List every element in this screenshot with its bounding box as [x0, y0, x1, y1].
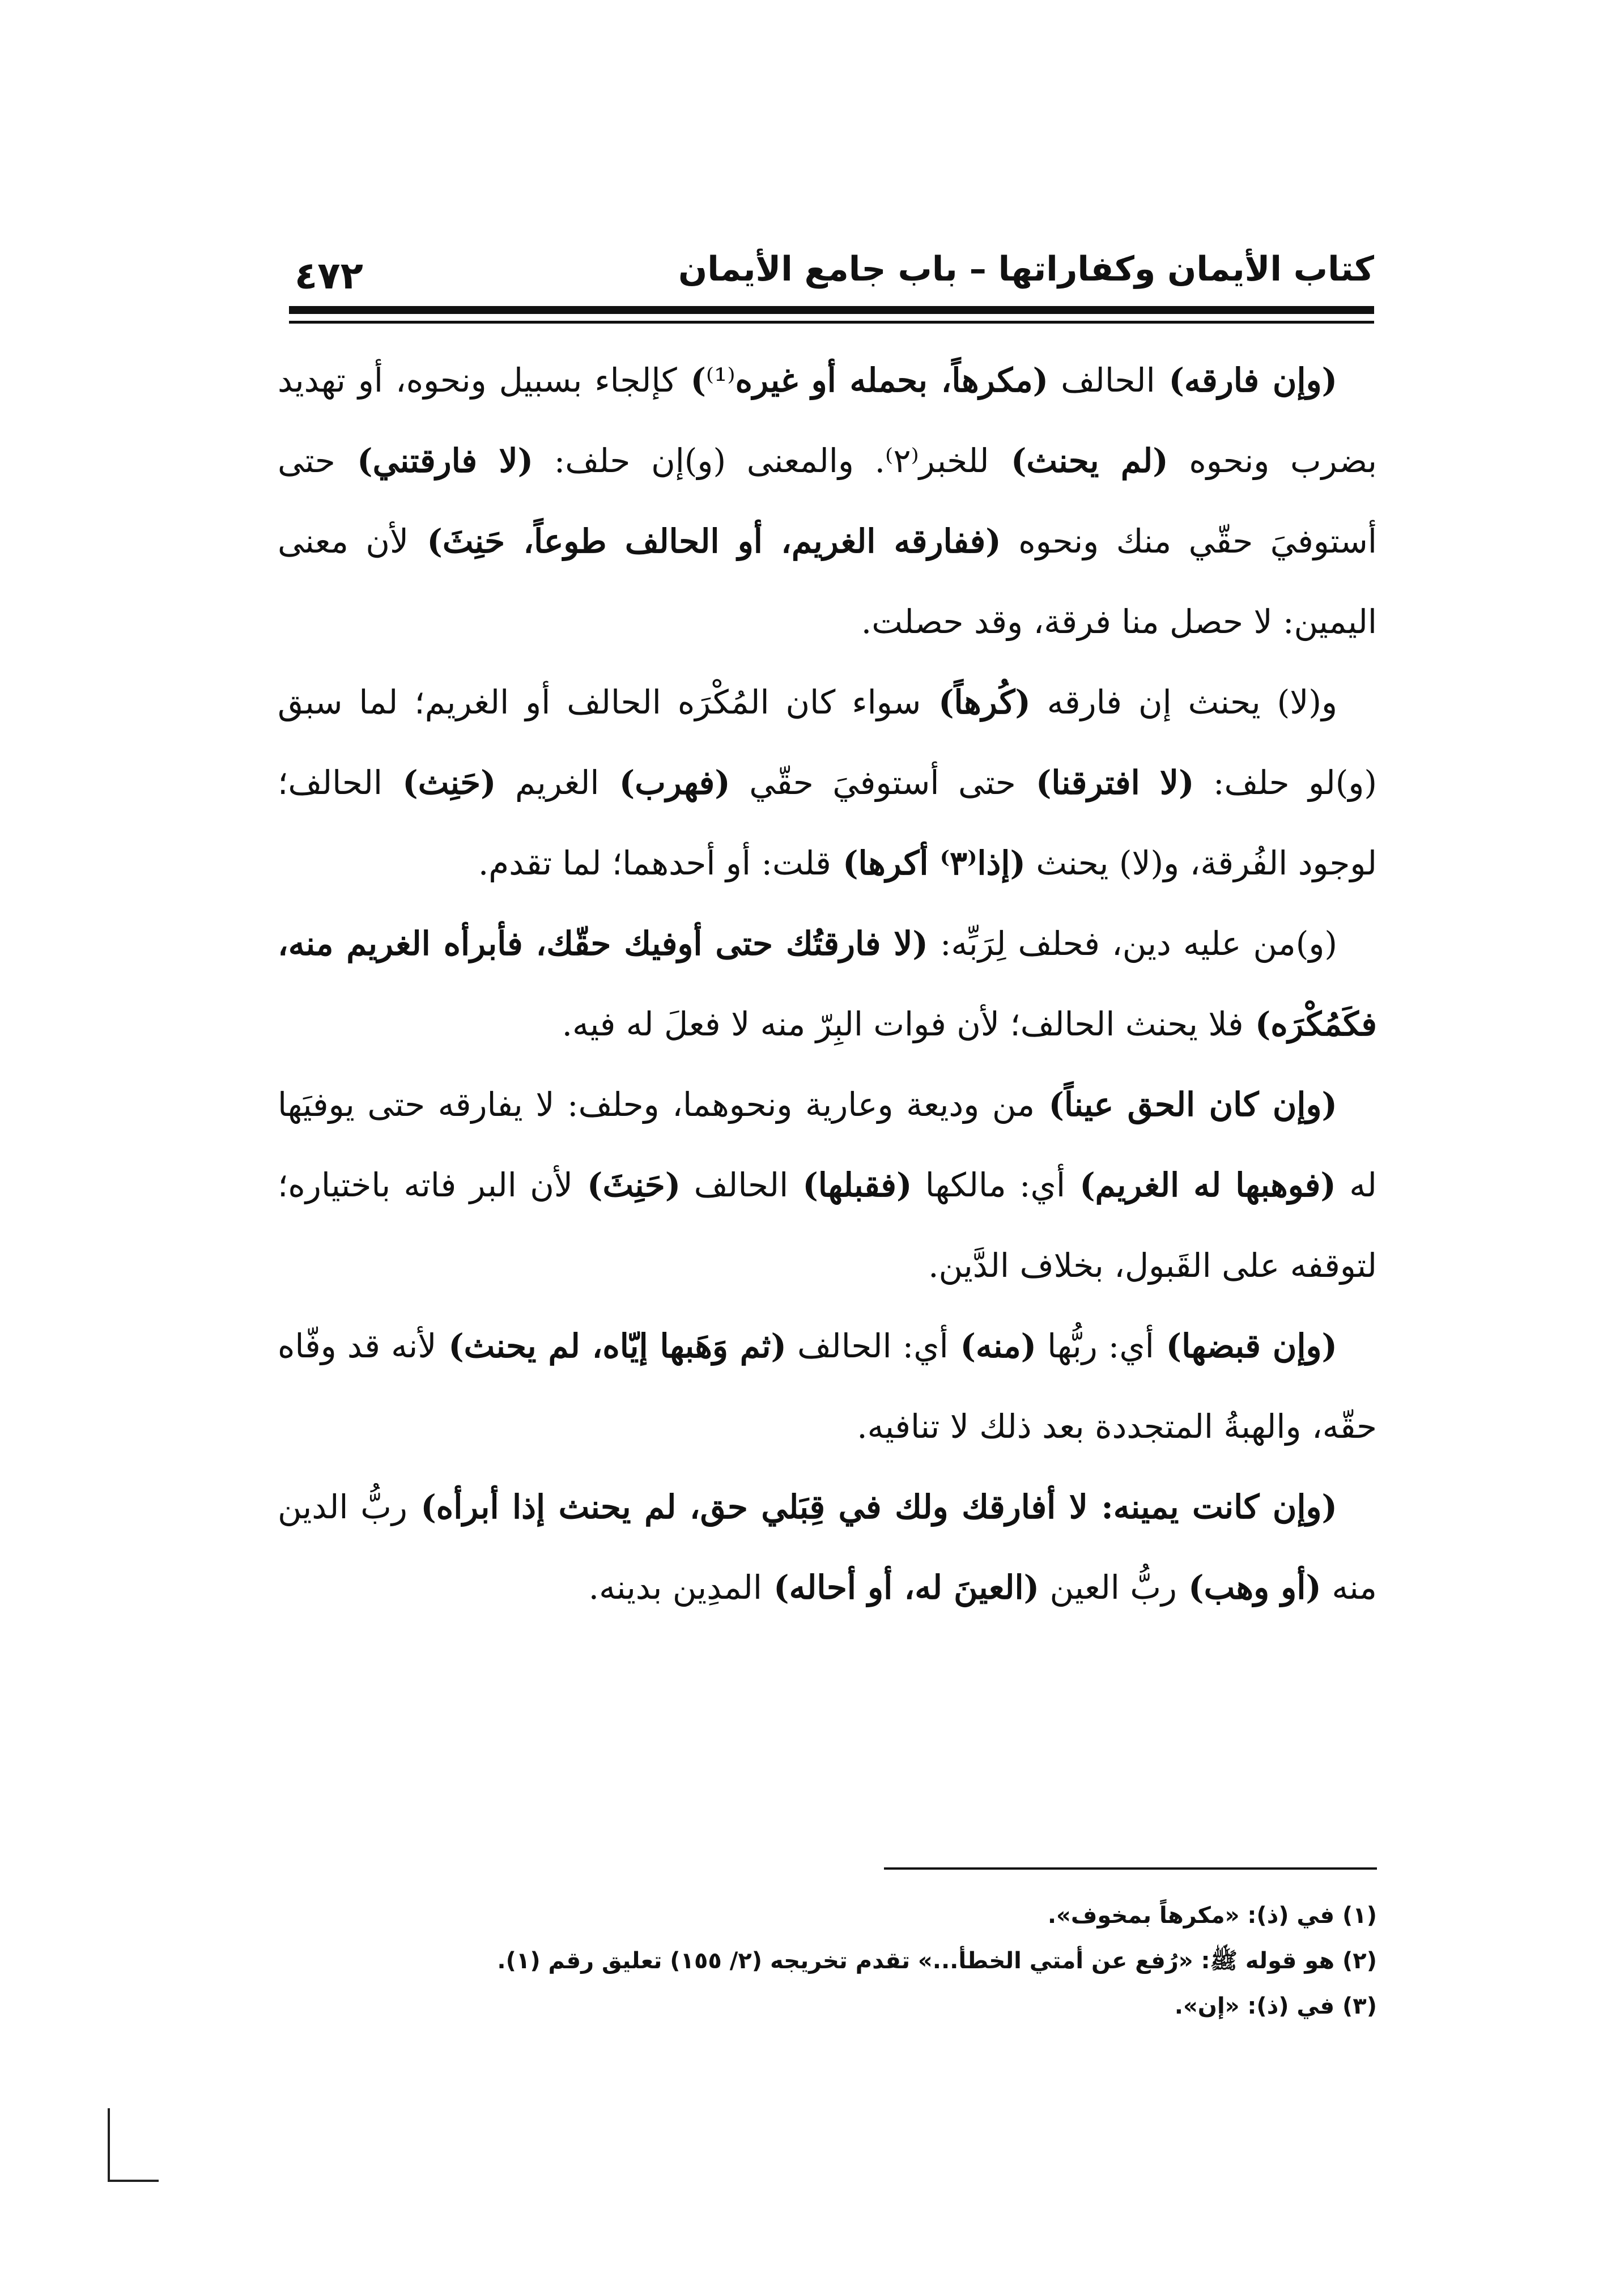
bold-text-segment: (منه)	[948, 1327, 1037, 1365]
bold-text-segment: (لم يحنث)	[989, 441, 1168, 480]
footnotes	[278, 1893, 1377, 2029]
header-title: كتاب الأيمان وكفاراتها – باب جامع الأيمان	[678, 249, 1374, 289]
scan-edge-mark	[108, 2108, 110, 2182]
text-segment: الحالف	[1048, 361, 1155, 400]
bold-text-segment: (فوهبها له الغريم)	[1065, 1166, 1336, 1204]
text-segment: أي: مالكها	[912, 1166, 1066, 1204]
bold-text-segment: (ففارقه الغريم، أو الحالف طوعاً، حَنِثَ)	[409, 522, 1001, 560]
footnote-2: (٢) هو قوله ﷺ: «رُفع عن أمتي الخطأ...» تقدم تخريجه (٢/ ١٥٥) تعليق رقم (١).	[497, 1948, 1377, 1974]
paragraph	[278, 662, 1377, 903]
header-rule-thin	[289, 321, 1374, 324]
bold-text-segment: (كُرهاً)	[921, 683, 1031, 721]
text-segment: فلا يحنث الحالف؛ لأن فوات البِرّ منه لا فعلَ له فيه.	[562, 1005, 1244, 1043]
bold-text-segment: (مكرهاً، بحمله أو غيره	[735, 361, 1049, 400]
bold-text-segment: (ثم وَهَبها إيّاه، لم يحنث)	[436, 1327, 787, 1365]
scan-edge-mark-foot	[108, 2180, 159, 2182]
paragraph	[278, 1064, 1377, 1306]
paragraph	[278, 903, 1377, 1064]
bold-text-segment: (أو وهب)	[1176, 1568, 1321, 1607]
text-segment: قلت: أو أحدهما؛ لما تقدم.	[478, 844, 831, 882]
bold-text-segment: (حَنِث)	[382, 763, 496, 802]
text-segment: لأن البر فاته باختياره؛ لتوقفه على القَبول، بخلاف الدَّين.	[278, 1166, 1377, 1285]
bold-text-segment: (فقبلها)	[788, 1166, 912, 1204]
bold-text-segment: (وإن فارقه)	[1155, 361, 1338, 400]
text-segment: حتى أستوفيَ حقّي	[730, 763, 1016, 802]
bold-text-segment: )	[677, 361, 706, 400]
text-segment: من وديعة وعارية ونحوهما، وحلف: لا يفارقه حتى يوفيَها له	[278, 1085, 1377, 1204]
running-header	[289, 238, 1374, 300]
text-segment: سواء كان المُكْرَه الحالف أو الغريم؛ لما سبق (و)لو حلف:	[278, 683, 1378, 802]
text-segment: أي: الحالف	[786, 1327, 949, 1365]
paragraph	[278, 340, 1377, 662]
bold-text-segment: (فهرب)	[599, 763, 730, 802]
bold-text-segment: (وإن كان الحق عيناً)	[1035, 1085, 1337, 1124]
text-segment: ربُّ الدين منه	[278, 1488, 1377, 1607]
page-number: ٤٧٢	[295, 254, 363, 298]
bold-text-segment: (وإن كانت يمينه: لا أفارقك ولك في قِبَلي حق، لم يحنث إذا أبرأه)	[407, 1488, 1338, 1526]
text-segment: كإلجاء بسبيل ونحوه، أو تهديد بضرب ونحوه	[278, 361, 1378, 480]
text-segment: ⁽¹⁾	[705, 361, 736, 400]
header-rule-thick	[289, 306, 1374, 314]
bold-text-segment: (وإن قبضها)	[1154, 1327, 1338, 1365]
text-segment: أي: ربُّها	[1036, 1327, 1154, 1365]
text-segment: لأن معنى اليمين: لا حصل منا فرقة، وقد حصلت.	[278, 522, 1377, 641]
bold-text-segment: (لا فارقتُك حتى أوفيك حقّك، فأبرأه الغريم منه، فكَمُكْرَه)	[278, 924, 1377, 1043]
text-segment: للخبر⁽٢⁾. والمعنى (و)إن حلف:	[533, 441, 989, 480]
bold-text-segment: (لا فارقتني)	[335, 441, 534, 480]
footnote-3: (٣) في (ذ): «إن».	[1174, 1993, 1377, 2019]
text-segment: (و)من عليه دين، فحلف لِرَبِّه:	[928, 924, 1338, 963]
main-text	[278, 340, 1377, 1628]
text-segment: الحالف؛ لوجود الفُرقة، و(لا) يحنث	[278, 763, 1377, 882]
text-segment: المدِين بدينه.	[588, 1568, 762, 1607]
text-segment: لأنه قد وفّاه حقّه، والهبةُ المتجددة بعد ذلك لا تنافيه.	[278, 1327, 1377, 1446]
paragraph	[278, 1467, 1377, 1628]
text-segment: و(لا) يحنث إن فارقه	[1030, 683, 1337, 721]
text-segment: ربُّ العين	[1039, 1568, 1177, 1607]
paragraph	[278, 1306, 1377, 1467]
text-segment: الغريم	[496, 763, 600, 802]
bold-text-segment: (العينَ له، أو أحاله)	[762, 1568, 1040, 1607]
bold-text-segment: (إذا⁽٣⁾ أكرها)	[831, 844, 1026, 882]
text-segment: حتى أستوفيَ حقّي منك ونحوه	[278, 441, 1377, 560]
bold-text-segment: (حَنِثَ)	[572, 1166, 681, 1204]
footnote-1: (١) في (ذ): «مكرهاً بمخوف».	[1047, 1903, 1377, 1929]
bold-text-segment: (لا افترقنا)	[1015, 763, 1194, 802]
text-segment: الحالف	[681, 1166, 789, 1204]
footnote-separator	[884, 1867, 1377, 1870]
